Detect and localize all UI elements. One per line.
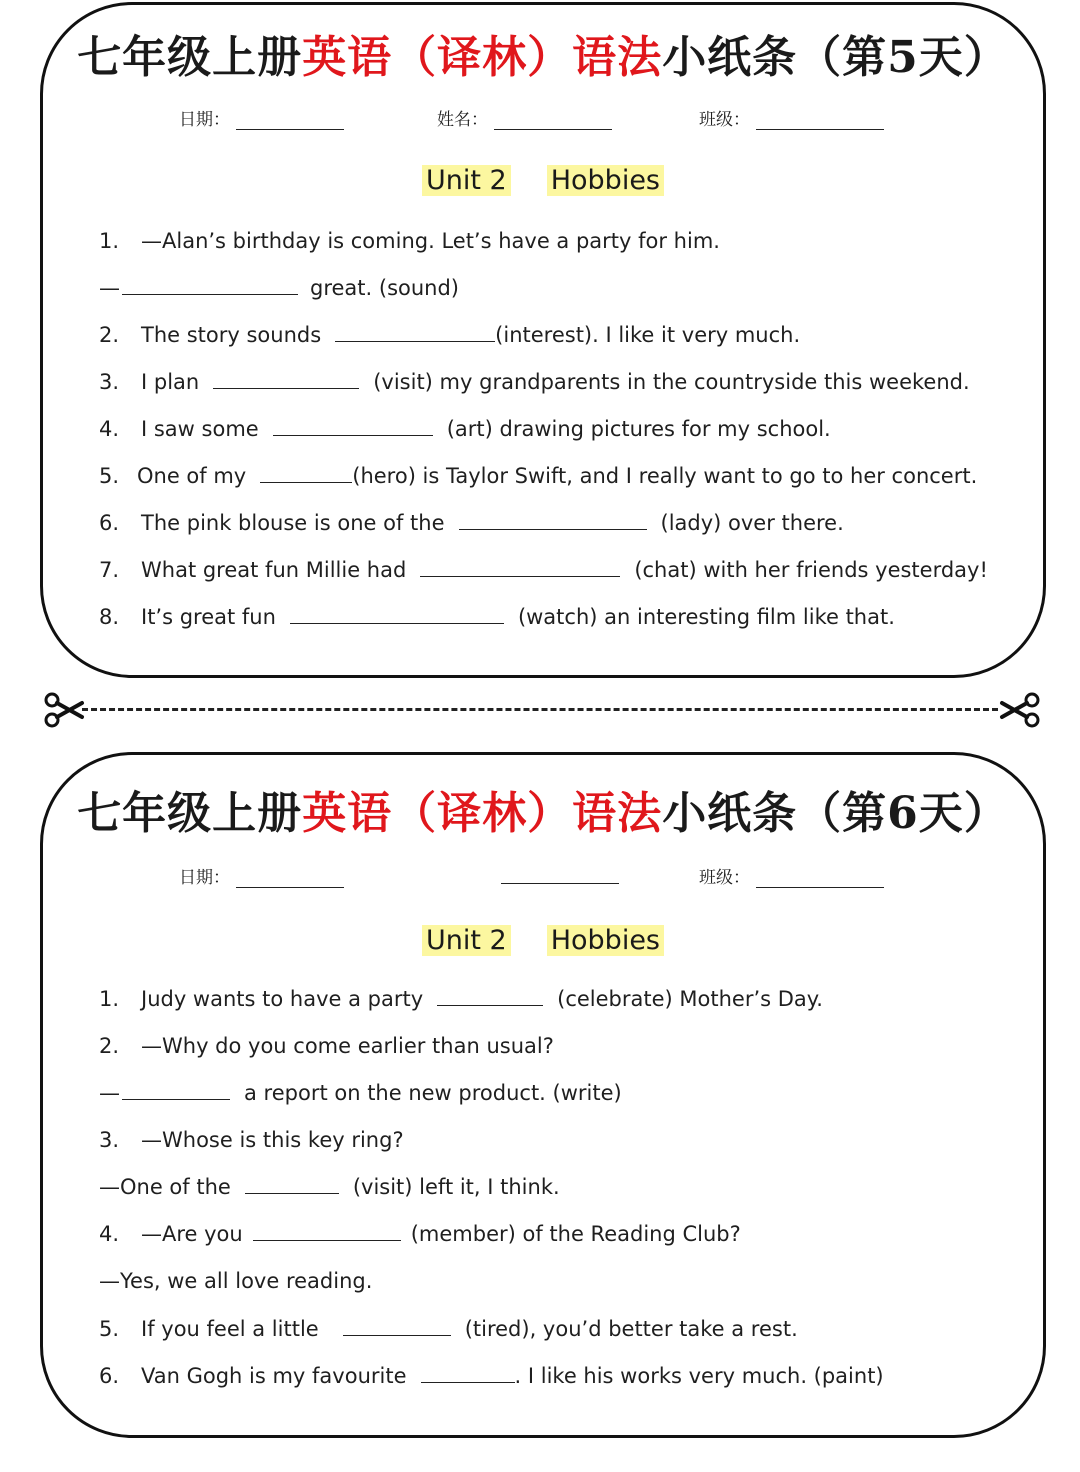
question-number: 3.: [99, 1128, 120, 1152]
title-part-day: 小纸条（第5天）: [662, 32, 1009, 83]
question-2: [99, 321, 1023, 349]
question-text: Van Gogh is my favourite: [141, 1364, 407, 1388]
question-2: [99, 1032, 1023, 1060]
class-label: 班级：: [699, 110, 750, 130]
date-label: 日期：: [179, 110, 230, 130]
question-7: [99, 556, 1023, 584]
scissors-icon: [42, 688, 86, 732]
unit-heading: [43, 925, 1043, 956]
question-5: [99, 462, 1023, 490]
answer-blank[interactable]: [437, 987, 543, 1006]
question-text: . I like his works very much. (paint): [514, 1364, 884, 1388]
question-6: [99, 1362, 1023, 1390]
question-text: (hero) is Taylor Swift, and I really want to go to her concert.: [352, 464, 978, 488]
title-part-grade: 七年级上册: [77, 788, 303, 839]
dash: —: [99, 276, 120, 300]
question-5: [99, 1315, 1023, 1343]
question-4: [99, 415, 1023, 443]
unit-name: Hobbies: [547, 925, 664, 956]
title-part-grade: 七年级上册: [77, 32, 303, 83]
class-label: 班级：: [699, 868, 750, 888]
question-text: (visit) my grandparents in the countryside this weekend.: [373, 370, 970, 394]
question-text: (chat) with her friends yesterday!: [634, 558, 988, 582]
name-label: 姓名：: [437, 110, 488, 130]
question-text: (lady) over there.: [660, 511, 844, 535]
class-field: [699, 105, 884, 131]
question-text: —Whose is this key ring?: [141, 1128, 404, 1152]
question-8: [99, 603, 1023, 631]
question-text: I saw some: [141, 417, 259, 441]
question-text: I plan: [141, 370, 200, 394]
question-text: —Yes, we all love reading.: [99, 1269, 373, 1293]
question-1-answer: [99, 274, 1023, 302]
question-3: [99, 368, 1023, 396]
question-3: [99, 1126, 1023, 1154]
title-part-subject: 英语（译林）语法: [302, 32, 663, 83]
question-text: great. (sound): [310, 276, 459, 300]
question-number: 1.: [99, 987, 120, 1011]
question-text: (tired), you’d better take a rest.: [464, 1317, 798, 1341]
question-number: 3.: [99, 370, 120, 394]
question-text: (celebrate) Mother’s Day.: [557, 987, 823, 1011]
class-field: [699, 863, 884, 889]
unit-heading: [43, 165, 1043, 196]
question-number: 8.: [99, 605, 120, 629]
question-1: [99, 985, 1023, 1013]
dash: —: [99, 1081, 120, 1105]
question-4: [99, 1220, 1023, 1248]
answer-blank[interactable]: [459, 511, 647, 530]
question-number: 4.: [99, 417, 120, 441]
question-text: The pink blouse is one of the: [141, 511, 445, 535]
question-text: The story sounds: [141, 323, 322, 347]
question-text: a report on the new product. (write): [244, 1081, 622, 1105]
question-text: It’s great fun: [141, 605, 276, 629]
question-text: (visit) left it, I think.: [352, 1175, 560, 1199]
question-number: 2.: [99, 323, 120, 347]
answer-blank[interactable]: [273, 417, 433, 436]
question-text: (art) drawing pictures for my school.: [446, 417, 831, 441]
question-number: 2.: [99, 1034, 120, 1058]
question-text: (interest). I like it very much.: [495, 323, 801, 347]
question-text: —Alan’s birthday is coming. Let’s have a party for him.: [141, 229, 720, 253]
name-field: [501, 863, 619, 889]
question-number: 6.: [99, 1364, 120, 1388]
answer-blank[interactable]: [420, 558, 620, 577]
question-text: —One of the: [99, 1175, 231, 1199]
question-2-answer: [99, 1079, 1023, 1107]
answer-blank[interactable]: [260, 464, 352, 483]
class-blank[interactable]: [756, 109, 884, 130]
answer-blank[interactable]: [253, 1222, 401, 1241]
scissors-icon: [998, 688, 1042, 732]
date-label: 日期：: [179, 868, 230, 888]
question-text: (watch) an interesting film like that.: [517, 605, 895, 629]
question-text: —Are you: [141, 1222, 243, 1246]
answer-blank[interactable]: [213, 370, 359, 389]
title-part-day: 小纸条（第6天）: [662, 788, 1009, 839]
worksheet-day5: [40, 2, 1046, 678]
date-field: [179, 105, 344, 131]
worksheet-title: [43, 31, 1043, 85]
worksheet-title: [43, 787, 1043, 841]
question-text: If you feel a little: [141, 1317, 319, 1341]
unit-number: Unit 2: [422, 165, 511, 196]
question-4-answer: [99, 1267, 1023, 1295]
date-blank[interactable]: [236, 867, 344, 888]
class-blank[interactable]: [756, 867, 884, 888]
name-blank[interactable]: [494, 109, 612, 130]
answer-blank[interactable]: [245, 1175, 339, 1194]
question-6: [99, 509, 1023, 537]
question-text: One of my: [137, 464, 247, 488]
question-text: —Why do you come earlier than usual?: [141, 1034, 554, 1058]
name-field: [437, 105, 612, 131]
date-blank[interactable]: [236, 109, 344, 130]
question-number: 4.: [99, 1222, 120, 1246]
worksheet-day6: [40, 752, 1046, 1438]
answer-blank[interactable]: [122, 276, 298, 295]
answer-blank[interactable]: [335, 323, 495, 342]
title-part-subject: 英语（译林）语法: [302, 788, 663, 839]
question-text: What great fun Millie had: [141, 558, 407, 582]
date-field: [179, 863, 344, 889]
answer-blank[interactable]: [290, 605, 504, 624]
cut-line: [82, 708, 998, 711]
question-number: 1.: [99, 229, 120, 253]
question-3-answer: [99, 1173, 1023, 1201]
question-number: 7.: [99, 558, 120, 582]
name-blank[interactable]: [501, 863, 619, 884]
question-1: [99, 227, 1023, 255]
answer-blank[interactable]: [122, 1081, 230, 1100]
question-number: 5.: [99, 1317, 120, 1341]
answer-blank[interactable]: [421, 1364, 515, 1383]
unit-name: Hobbies: [547, 165, 664, 196]
question-text: Judy wants to have a party: [141, 987, 424, 1011]
answer-blank[interactable]: [343, 1317, 451, 1336]
question-text: (member) of the Reading Club?: [410, 1222, 741, 1246]
question-number: 6.: [99, 511, 120, 535]
unit-number: Unit 2: [422, 925, 511, 956]
question-number: 5.: [99, 464, 120, 488]
